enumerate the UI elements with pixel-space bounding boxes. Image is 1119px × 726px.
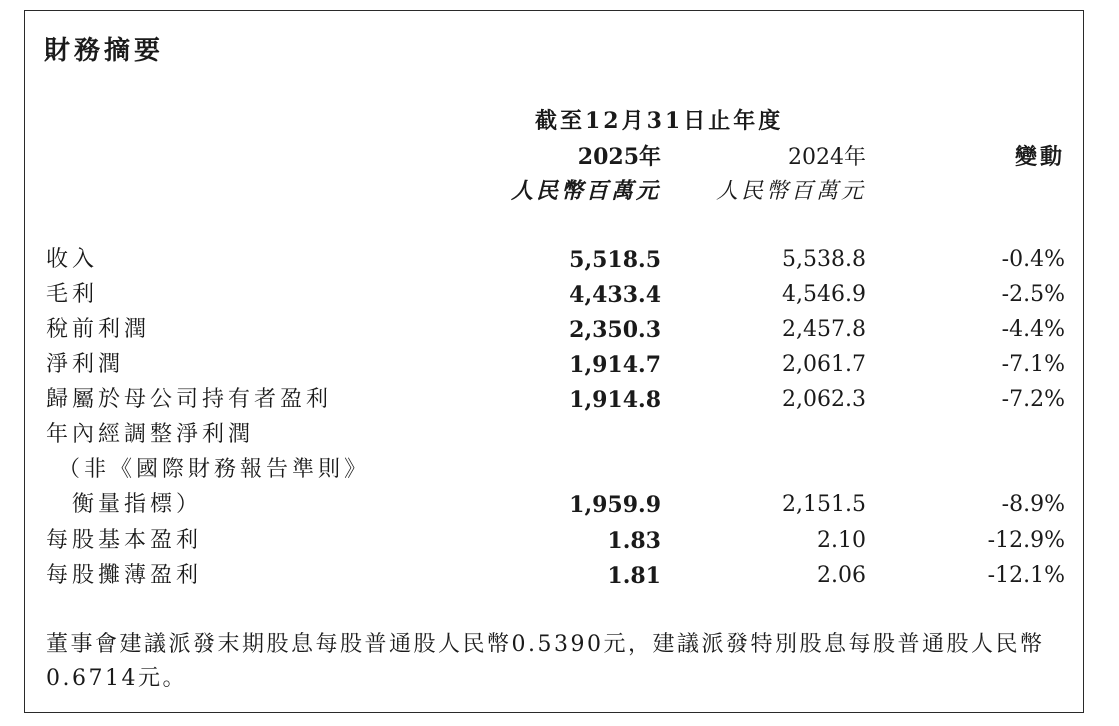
table-row (0, 524, 1119, 558)
current-year-header: 2025年 (577, 144, 661, 170)
table-row (0, 559, 1119, 593)
table-row (0, 278, 1119, 312)
change-value: -7.2% (1001, 387, 1065, 412)
prior-value: 2,061.7 (782, 352, 866, 377)
row-label: 衡量指標） (72, 492, 203, 517)
table-row (0, 453, 1119, 487)
current-value: 4,433.4 (569, 282, 661, 308)
change-value: -8.9% (1001, 492, 1065, 517)
row-label: （非《國際財務報告準則》 (58, 457, 371, 482)
change-header: 變動 (1014, 144, 1065, 170)
table-row (0, 313, 1119, 347)
row-label: 年內經調整淨利潤 (46, 422, 255, 447)
current-value: 1,959.9 (569, 492, 661, 518)
row-label: 收入 (46, 247, 99, 272)
change-value: -4.4% (1001, 317, 1065, 342)
table-row (0, 383, 1119, 417)
current-value: 5,518.5 (569, 247, 661, 273)
prior-value: 2.06 (817, 563, 866, 588)
row-label: 稅前利潤 (46, 317, 151, 342)
row-label: 每股基本盈利 (46, 528, 203, 553)
current-value: 1,914.7 (569, 352, 661, 378)
row-label: 毛利 (46, 282, 99, 307)
period-header: 截至12月31日止年度 (535, 108, 784, 134)
current-value: 1,914.8 (569, 387, 661, 413)
dividend-note: 董事會建議派發末期股息每股普通股人民幣0.5390元，建議派發特別股息每股普通股人民幣0.6714元。 (46, 632, 1045, 691)
current-value: 1.83 (607, 528, 661, 554)
change-value: -0.4% (1001, 247, 1065, 272)
prior-value: 5,538.8 (782, 247, 866, 272)
prior-value: 2,062.3 (782, 387, 866, 412)
change-value: -7.1% (1001, 352, 1065, 377)
prior-value: 4,546.9 (782, 282, 866, 307)
row-label: 淨利潤 (46, 352, 125, 377)
row-label: 每股攤薄盈利 (46, 563, 203, 588)
change-value: -2.5% (1001, 282, 1065, 307)
change-value: -12.1% (987, 563, 1065, 588)
table-row (0, 243, 1119, 277)
current-value: 1.81 (607, 563, 661, 589)
current-value: 2,350.3 (569, 317, 661, 343)
change-value: -12.9% (987, 528, 1065, 553)
prior-year-header: 2024年 (788, 145, 866, 170)
current-unit-header: 人民幣百萬元 (510, 178, 661, 204)
page-title: 財務摘要 (44, 36, 165, 66)
table-row (0, 488, 1119, 522)
prior-value: 2,151.5 (782, 492, 866, 517)
prior-value: 2,457.8 (782, 317, 866, 342)
row-label: 歸屬於母公司持有者盈利 (46, 387, 333, 412)
prior-value: 2.10 (817, 528, 866, 553)
prior-unit-header: 人民幣百萬元 (715, 179, 866, 204)
table-row (0, 348, 1119, 382)
table-row (0, 418, 1119, 452)
